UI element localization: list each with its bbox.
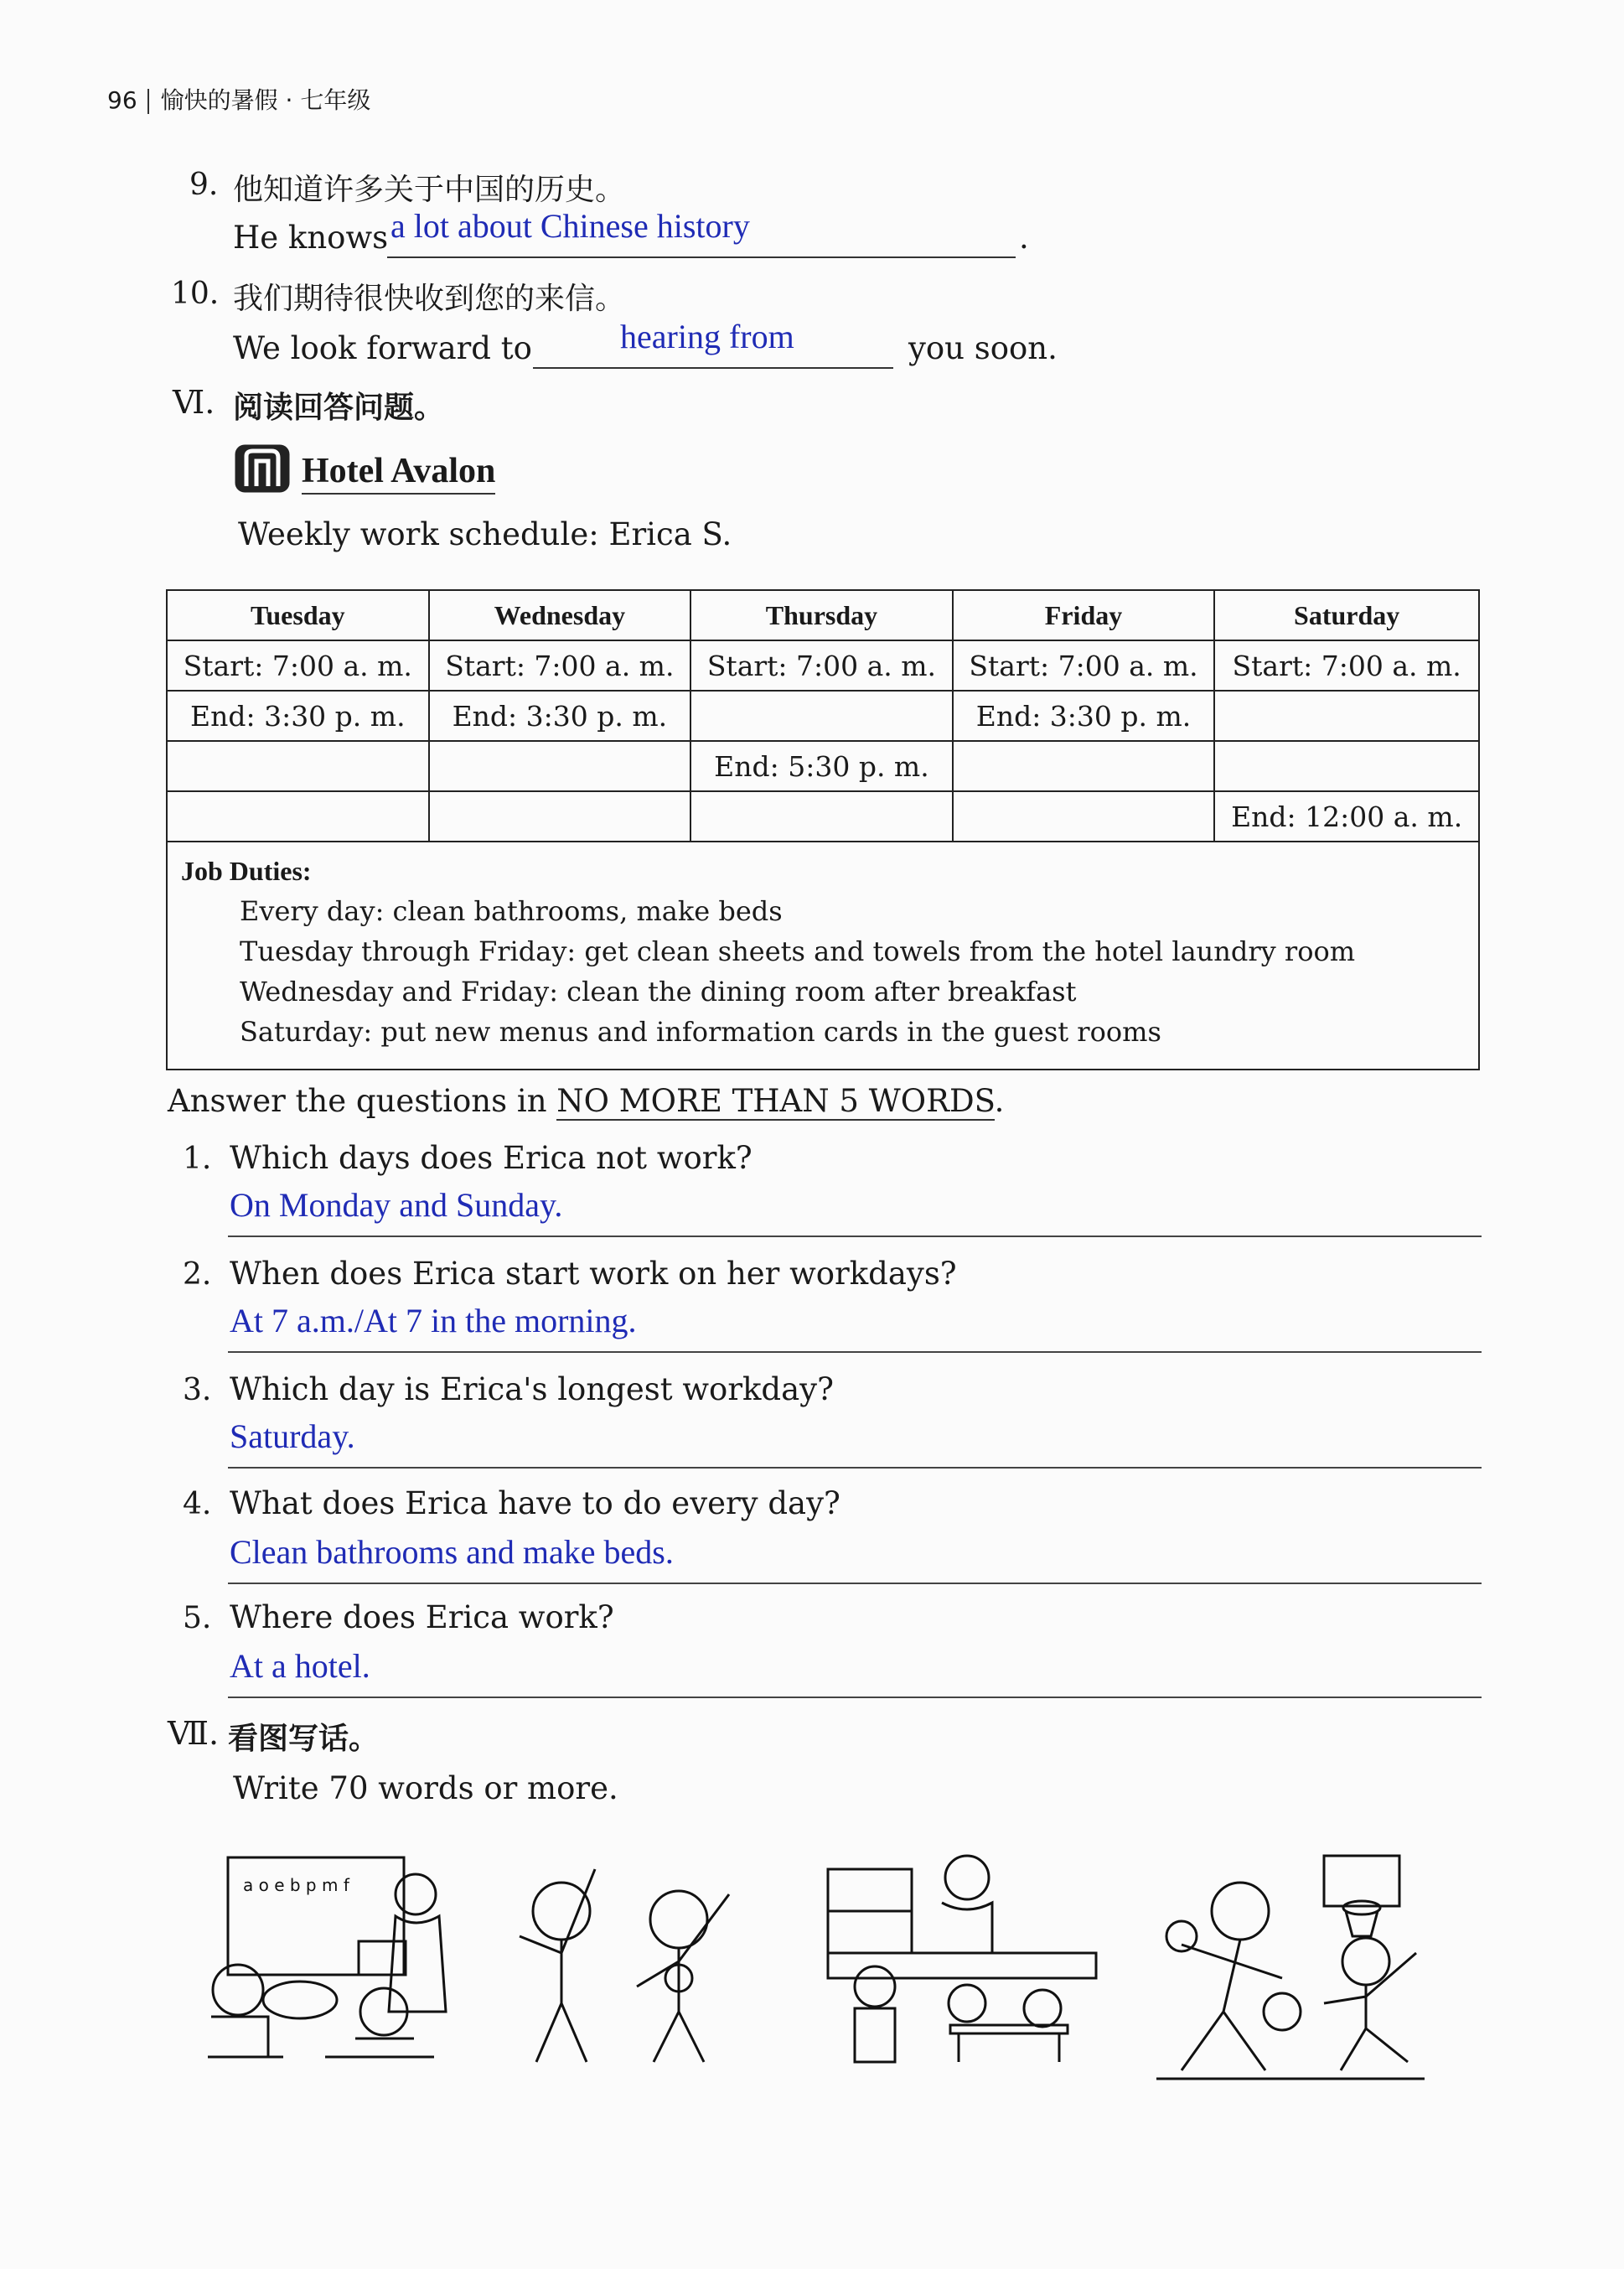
restaurant-illustration	[825, 1852, 1101, 2070]
duty-line: Saturday: put new menus and information cards in the guest rooms	[240, 1016, 1161, 1048]
duty-line: Every day: clean bathrooms, make beds	[240, 895, 783, 927]
book-title: 愉快的暑假 · 七年级	[160, 86, 371, 114]
duty-line: Wednesday and Friday: clean the dining room after breakfast	[240, 976, 1077, 1008]
instruction-text: Answer the questions in	[168, 1083, 557, 1119]
section-7-title: 看图写话。	[228, 1722, 380, 1756]
table-cell	[167, 791, 429, 842]
section-7-roman: Ⅶ.	[168, 1715, 220, 1752]
table-row	[167, 741, 1479, 791]
table-cell: End: 12:00 a. m.	[1214, 791, 1479, 842]
job-duties-cell	[167, 842, 1479, 1070]
table-row	[167, 791, 1479, 842]
table-cell	[953, 741, 1215, 791]
question-4-text: What does Erica have to do every day?	[230, 1485, 840, 1521]
duties-row	[167, 842, 1479, 1070]
answer-line-1[interactable]	[228, 1236, 1482, 1237]
answer-line-4[interactable]	[228, 1583, 1482, 1584]
table-row	[167, 640, 1479, 691]
question-3-text: Which day is Erica's longest workday?	[230, 1371, 834, 1407]
table-cell: End: 3:30 p. m.	[167, 691, 429, 741]
item-10-chinese: 我们期待很快收到您的来信。	[233, 282, 626, 316]
table-cell: Start: 7:00 a. m.	[953, 640, 1215, 691]
question-2-answer: At 7 a.m./At 7 in the morning.	[230, 1302, 637, 1339]
header-thursday: Thursday	[690, 590, 953, 640]
question-5-text: Where does Erica work?	[230, 1599, 614, 1635]
question-2-text: When does Erica start work on her workdays?	[230, 1256, 957, 1292]
item-9-number: 9.	[189, 168, 219, 202]
schedule-subtitle: Weekly work schedule: Erica S.	[238, 516, 732, 552]
basketball-illustration	[1156, 1852, 1433, 2087]
hotel-logo-icon	[235, 444, 290, 493]
table-header-row	[167, 590, 1479, 640]
header-saturday: Saturday	[1214, 590, 1479, 640]
item-9-suffix: .	[1019, 220, 1029, 256]
question-5-answer: At a hotel.	[230, 1647, 370, 1685]
question-3-answer: Saturday.	[230, 1417, 355, 1455]
table-cell	[429, 791, 691, 842]
kids-exercising-illustration	[503, 1852, 754, 2070]
table-cell: End: 5:30 p. m.	[690, 741, 953, 791]
table-cell: End: 3:30 p. m.	[953, 691, 1215, 741]
table-cell	[167, 741, 429, 791]
section-6-title: 阅读回答问题。	[233, 391, 445, 425]
page-header	[107, 82, 370, 116]
item-9-chinese: 他知道许多关于中国的历史。	[233, 173, 626, 207]
answer-line-5[interactable]	[228, 1697, 1482, 1698]
table-cell	[690, 691, 953, 741]
item-10-answer: hearing from	[620, 318, 794, 355]
table-cell	[690, 791, 953, 842]
work-schedule-table	[166, 589, 1480, 1070]
answer-line-2[interactable]	[228, 1351, 1482, 1353]
item-9-prefix: He knows	[233, 220, 389, 256]
page-number: 96	[107, 86, 137, 114]
item-10-prefix: We look forward to	[233, 330, 532, 366]
header-friday: Friday	[953, 590, 1215, 640]
table-cell	[1214, 741, 1479, 791]
question-2-number: 2.	[183, 1257, 212, 1292]
question-5-number: 5.	[183, 1601, 212, 1635]
question-4-number: 4.	[183, 1487, 212, 1521]
question-4-answer: Clean bathrooms and make beds.	[230, 1533, 674, 1571]
job-duties-heading: Job Duties:	[181, 856, 312, 886]
item-10-number: 10.	[171, 277, 220, 311]
table-cell	[1214, 691, 1479, 741]
questions-instruction	[168, 1083, 1004, 1119]
instruction-period: .	[994, 1083, 1005, 1119]
writing-instruction: Write 70 words or more.	[233, 1770, 618, 1806]
header-wednesday: Wednesday	[429, 590, 691, 640]
table-cell: Start: 7:00 a. m.	[690, 640, 953, 691]
table-cell: Start: 7:00 a. m.	[167, 640, 429, 691]
item-9-answer: a lot about Chinese history	[390, 207, 750, 245]
table-row	[167, 691, 1479, 741]
table-cell: Start: 7:00 a. m.	[1214, 640, 1479, 691]
question-1-text: Which days does Erica not work?	[230, 1140, 753, 1176]
classroom-illustration	[191, 1852, 451, 2070]
word-limit: NO MORE THAN 5 WORDS	[556, 1083, 995, 1119]
table-cell: End: 3:30 p. m.	[429, 691, 691, 741]
table-cell: Start: 7:00 a. m.	[429, 640, 691, 691]
header-tuesday: Tuesday	[167, 590, 429, 640]
board-text: a o e b p m f	[243, 1875, 349, 1895]
section-6-roman: Ⅵ.	[173, 384, 215, 421]
header-divider	[147, 89, 149, 114]
table-cell	[953, 791, 1215, 842]
hotel-name: Hotel Avalon	[302, 451, 495, 495]
duty-line: Tuesday through Friday: get clean sheets and towels from the hotel laundry room	[240, 935, 1356, 967]
question-3-number: 3.	[183, 1373, 212, 1407]
item-9-blank[interactable]	[387, 256, 1016, 258]
item-10-suffix: you soon.	[908, 330, 1058, 366]
question-1-answer: On Monday and Sunday.	[230, 1186, 563, 1224]
item-10-blank[interactable]	[533, 367, 893, 369]
answer-line-3[interactable]	[228, 1467, 1482, 1469]
table-cell	[429, 741, 691, 791]
question-1-number: 1.	[183, 1142, 212, 1176]
